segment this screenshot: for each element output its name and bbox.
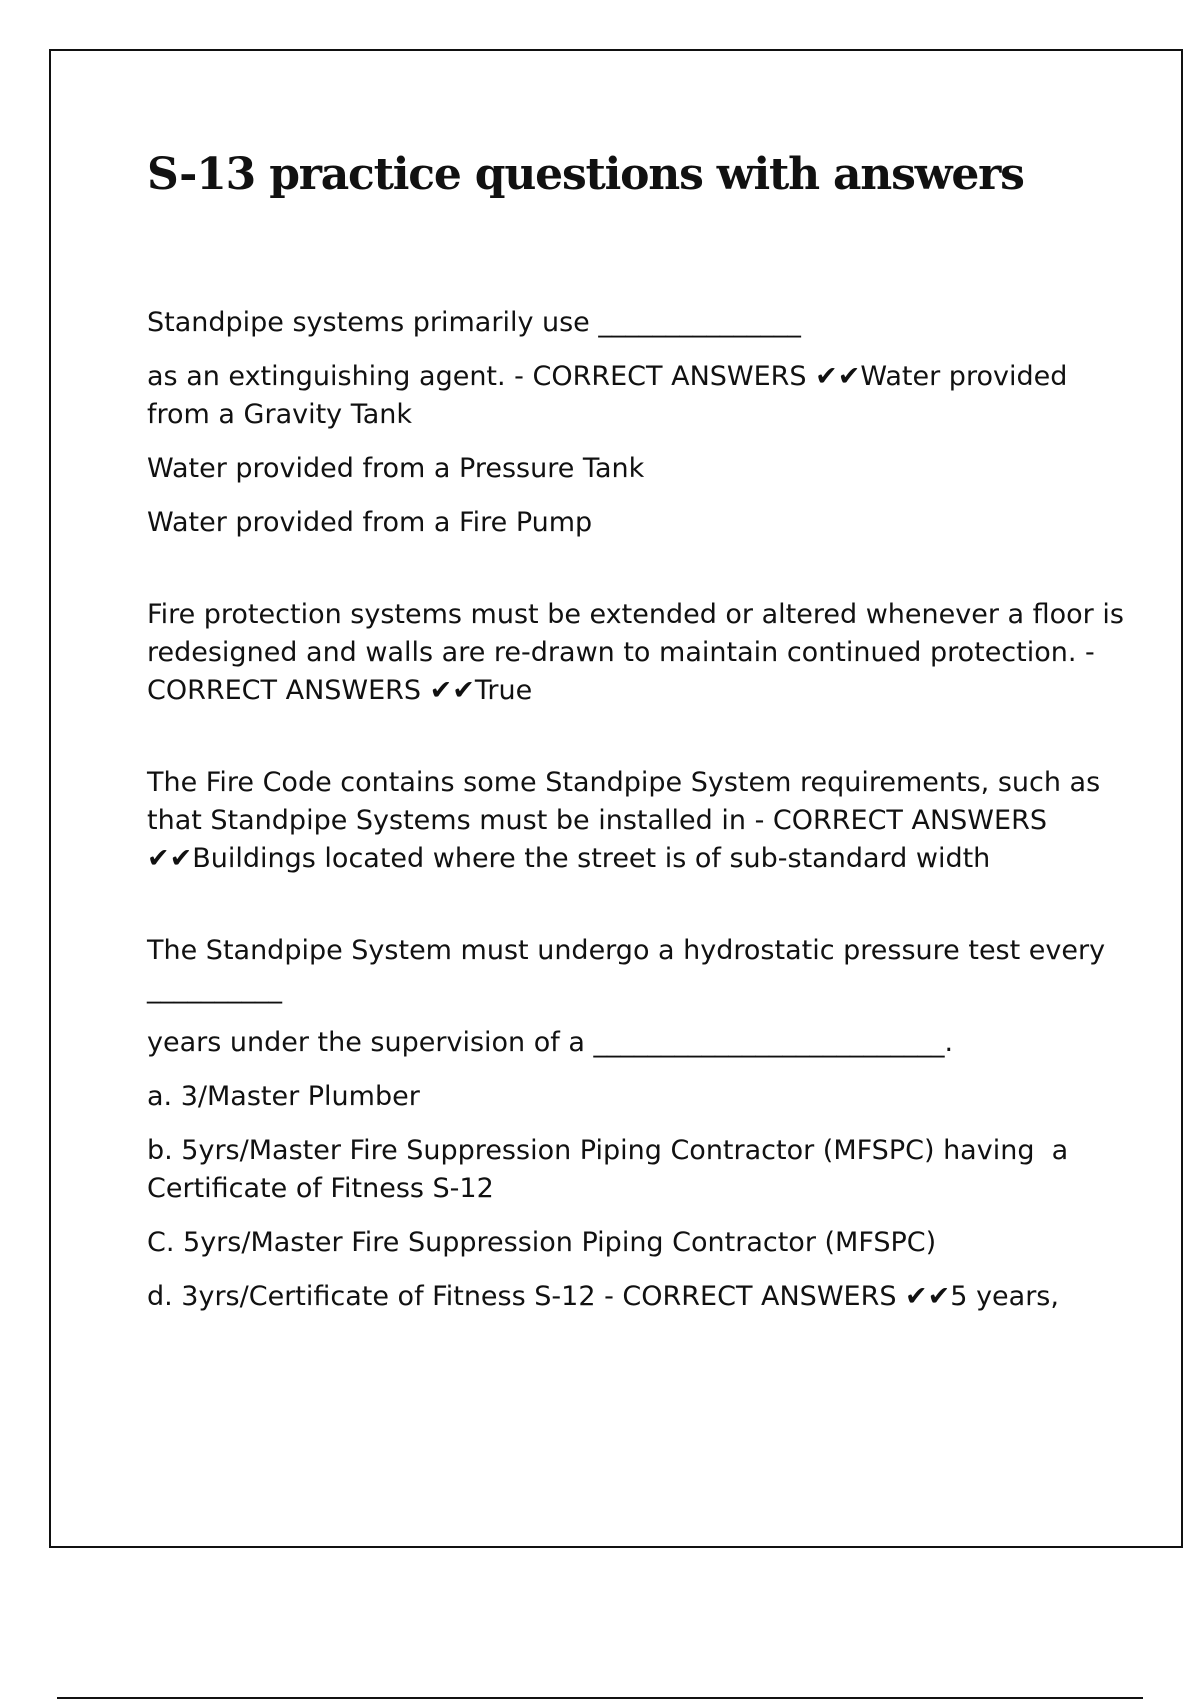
question-text: Standpipe systems primarily use _______________ bbox=[147, 307, 801, 338]
answer-option: Water provided from a Pressure Tank bbox=[147, 453, 645, 484]
answer-option: d. 3yrs/Certificate of Fitness S-12 - CORRECT ANSWERS ✔✔5 years, bbox=[147, 1281, 1059, 1312]
question-text: years under the supervision of a __________________________. bbox=[147, 1027, 954, 1058]
answer-option: C. 5yrs/Master Fire Suppression Piping Contractor (MFSPC) bbox=[147, 1227, 937, 1258]
answer-option: Water provided from a Fire Pump bbox=[147, 507, 593, 538]
page-frame bbox=[49, 49, 1183, 1548]
question-list bbox=[147, 304, 1137, 1316]
question-text: The Fire Code contains some Standpipe System requirements, such as that Standpipe Systems must be installed in - CORRECT ANSWERS ✔✔Buildings located where the street is of sub-standard width bbox=[147, 767, 1109, 874]
question-block-4 bbox=[147, 932, 1137, 1316]
document-title: S-13 practice questions with answers bbox=[147, 149, 1024, 200]
question-block-1 bbox=[147, 304, 1137, 542]
answer-option: a. 3/Master Plumber bbox=[147, 1081, 420, 1112]
question-block-3 bbox=[147, 764, 1137, 878]
answer-text: as an extinguishing agent. - CORRECT ANSWERS ✔✔Water provided from a Gravity Tank bbox=[147, 361, 1076, 430]
question-text: The Standpipe System must undergo a hydrostatic pressure test every __________ bbox=[147, 935, 1114, 1004]
answer-option: b. 5yrs/Master Fire Suppression Piping Contractor (MFSPC) having a Certificate of Fitness S-12 bbox=[147, 1135, 1077, 1204]
question-block-2 bbox=[147, 596, 1137, 710]
footer-divider bbox=[57, 1697, 1143, 1699]
question-text: Fire protection systems must be extended or altered whenever a floor is redesigned and walls are re-drawn to maintain continued protection. - CORRECT ANSWERS ✔✔True bbox=[147, 599, 1133, 706]
